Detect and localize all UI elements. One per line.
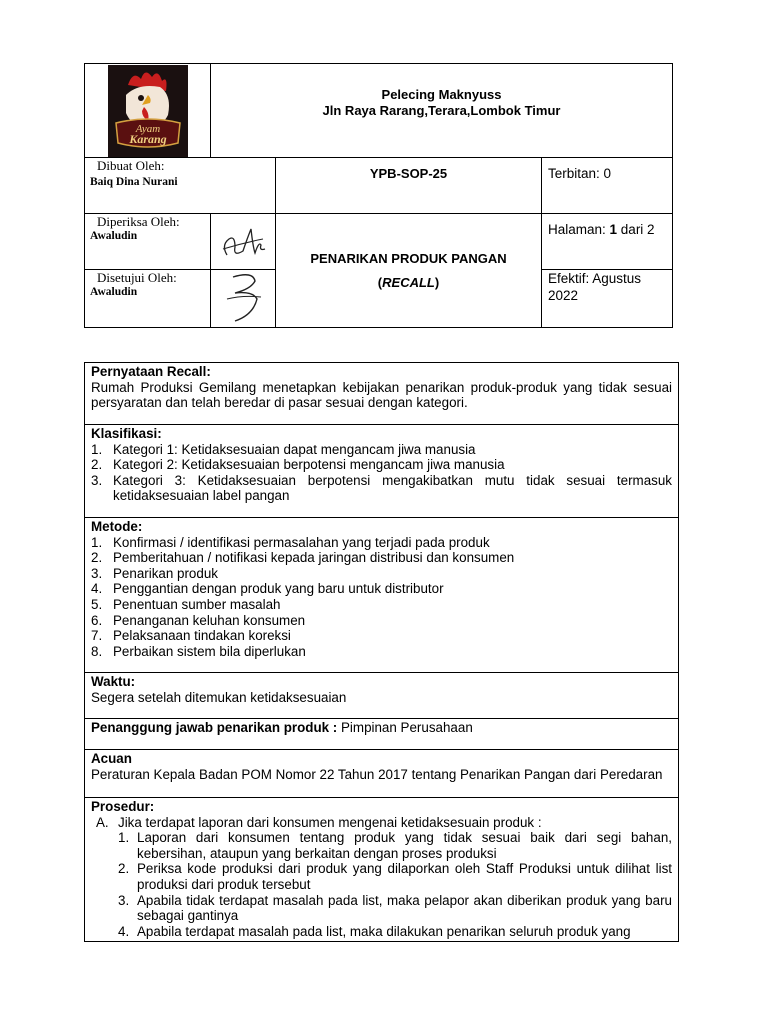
halaman bbox=[542, 214, 672, 237]
penanggung-heading: Penanggung jawab penarikan produk : bbox=[91, 720, 338, 735]
metode-item: 6. Penanganan keluhan konsumen bbox=[91, 612, 306, 628]
pernyataan-section bbox=[85, 363, 679, 425]
metode-item: 5. Penentuan sumber masalah bbox=[91, 596, 281, 612]
waktu-section bbox=[85, 673, 679, 719]
prosedur-section bbox=[85, 798, 679, 942]
klasifikasi-section bbox=[85, 425, 679, 518]
klasifikasi-heading: Klasifikasi: bbox=[91, 426, 162, 441]
dibuat-cell bbox=[85, 158, 276, 214]
halaman-suffix: dari 2 bbox=[617, 222, 655, 237]
metode-item: 2. Pemberitahuan / notifikasi kepada jaringan distribusi dan konsumen bbox=[91, 550, 515, 566]
acuan-text: Peraturan Kepala Badan POM Nomor 22 Tahun 2017 tentang Penarikan Pangan dari Peredaran bbox=[91, 766, 663, 782]
diperiksa-name: Awaludin bbox=[90, 230, 138, 242]
prosedur-item: 3. Apabila tidak terdapat masalah pada list, maka pelapor akan diberikan produk yang baru sebagai gantinya bbox=[118, 892, 672, 924]
signature-1-cell bbox=[211, 214, 276, 270]
halaman-cell bbox=[542, 214, 673, 270]
company-name: Pelecing Maknyuss bbox=[381, 87, 502, 102]
pernyataan-heading: Pernyataan Recall: bbox=[91, 364, 211, 379]
header-table bbox=[84, 63, 673, 328]
disetujui-label: Disetujui Oleh: bbox=[97, 270, 177, 285]
doc-code-cell bbox=[276, 158, 542, 214]
prosedur-sub-a-text: Jika terdapat laporan dari konsumen mengenai ketidaksesuain produk : bbox=[118, 814, 542, 830]
title-open-paren: ( bbox=[377, 275, 383, 290]
doc-title-recall bbox=[276, 275, 541, 290]
signature-2 bbox=[213, 271, 273, 327]
metode-item: 1. Konfirmasi / identifikasi permasalahan yang terjadi pada produk bbox=[91, 534, 490, 550]
klasifikasi-item: 2. Kategori 2: Ketidaksesuaian berpotensi mengancam jiwa manusia bbox=[91, 457, 505, 473]
terbitan-cell bbox=[542, 158, 673, 214]
metode-item: 4. Penggantian dengan produk yang baru untuk distributor bbox=[91, 581, 444, 597]
acuan-section bbox=[85, 750, 679, 798]
prosedur-item: 1. Laporan dari konsumen tentang produk yang tidak sesuai baik dari segi bahan, kebersihan, ataupun yang berkaitan dengan proses produksi bbox=[118, 830, 672, 861]
klasifikasi-item: 3. Kategori 3: Ketidaksesuaian berpotensi mengakibatkan mutu tidak sesuai termasuk ketidaksesuaian label pangan bbox=[91, 472, 672, 504]
signature-2-cell bbox=[211, 270, 276, 328]
efektif-line2: 2022 bbox=[548, 288, 579, 303]
pernyataan-text: Rumah Produksi Gemilang menetapkan kebijakan penarikan produk-produk yang tidak sesuai persyaratan dan telah beredar di pasar sesuai dengan kategori. bbox=[91, 379, 672, 411]
efektif-line1: Efektif: Agustus bbox=[548, 271, 642, 286]
diperiksa-cell bbox=[85, 214, 211, 270]
dibuat-name: Baiq Dina Nurani bbox=[90, 176, 178, 188]
efektif-cell bbox=[542, 270, 673, 328]
metode-item: 3. Penarikan produk bbox=[91, 565, 218, 581]
title-cell bbox=[276, 214, 542, 328]
waktu-text: Segera setelah ditemukan ketidaksesuaian bbox=[91, 689, 347, 705]
doc-code: YPB-SOP-25 bbox=[369, 166, 448, 181]
content-table bbox=[84, 362, 679, 942]
prosedur-sub-a-label: A. bbox=[96, 814, 109, 830]
prosedur-sub-a bbox=[91, 815, 672, 831]
halaman-page: 1 bbox=[609, 222, 618, 237]
dibuat-label: Dibuat Oleh: bbox=[97, 158, 165, 173]
halaman-prefix: Halaman: bbox=[548, 222, 610, 237]
disetujui-name: Awaludin bbox=[90, 286, 138, 298]
penanggung-text: Pimpinan Perusahaan bbox=[337, 720, 473, 735]
metode-section bbox=[85, 518, 679, 673]
metode-item: 7. Pelaksanaan tindakan koreksi bbox=[91, 628, 291, 644]
title-recall: RECALL bbox=[382, 275, 435, 290]
prosedur-item: 4. Apabila terdapat masalah pada list, maka dilakukan penarikan seluruh produk yang bbox=[118, 923, 631, 939]
logo-text-ayam: Ayam bbox=[135, 122, 160, 135]
metode-heading: Metode: bbox=[91, 519, 143, 534]
terbitan: Terbitan: 0 bbox=[548, 166, 612, 181]
doc-title: PENARIKAN PRODUK PANGAN bbox=[310, 251, 507, 266]
metode-item: 8. Perbaikan sistem bila diperlukan bbox=[91, 643, 306, 659]
waktu-heading: Waktu: bbox=[91, 674, 136, 689]
disetujui-cell bbox=[85, 270, 211, 328]
prosedur-item: 2. Periksa kode produksi dari produk yang dilaporkan oleh Staff Produksi untuk dilihat list produksi dari produk tersebut bbox=[118, 861, 672, 892]
signature-1 bbox=[213, 217, 273, 267]
acuan-heading: Acuan bbox=[91, 751, 132, 766]
title-close-paren: ) bbox=[434, 275, 440, 290]
logo-text-karang: Karang bbox=[128, 131, 167, 146]
ayam-karang-logo bbox=[108, 65, 188, 157]
logo-cell bbox=[85, 64, 211, 158]
company-cell bbox=[211, 64, 673, 158]
company-address: Jln Raya Rarang,Terara,Lombok Timur bbox=[322, 103, 561, 118]
diperiksa-label: Diperiksa Oleh: bbox=[97, 214, 180, 229]
klasifikasi-item: 1. Kategori 1: Ketidaksesuaian dapat mengancam jiwa manusia bbox=[91, 441, 476, 457]
prosedur-heading: Prosedur: bbox=[91, 799, 155, 814]
penanggung-section bbox=[85, 719, 679, 750]
